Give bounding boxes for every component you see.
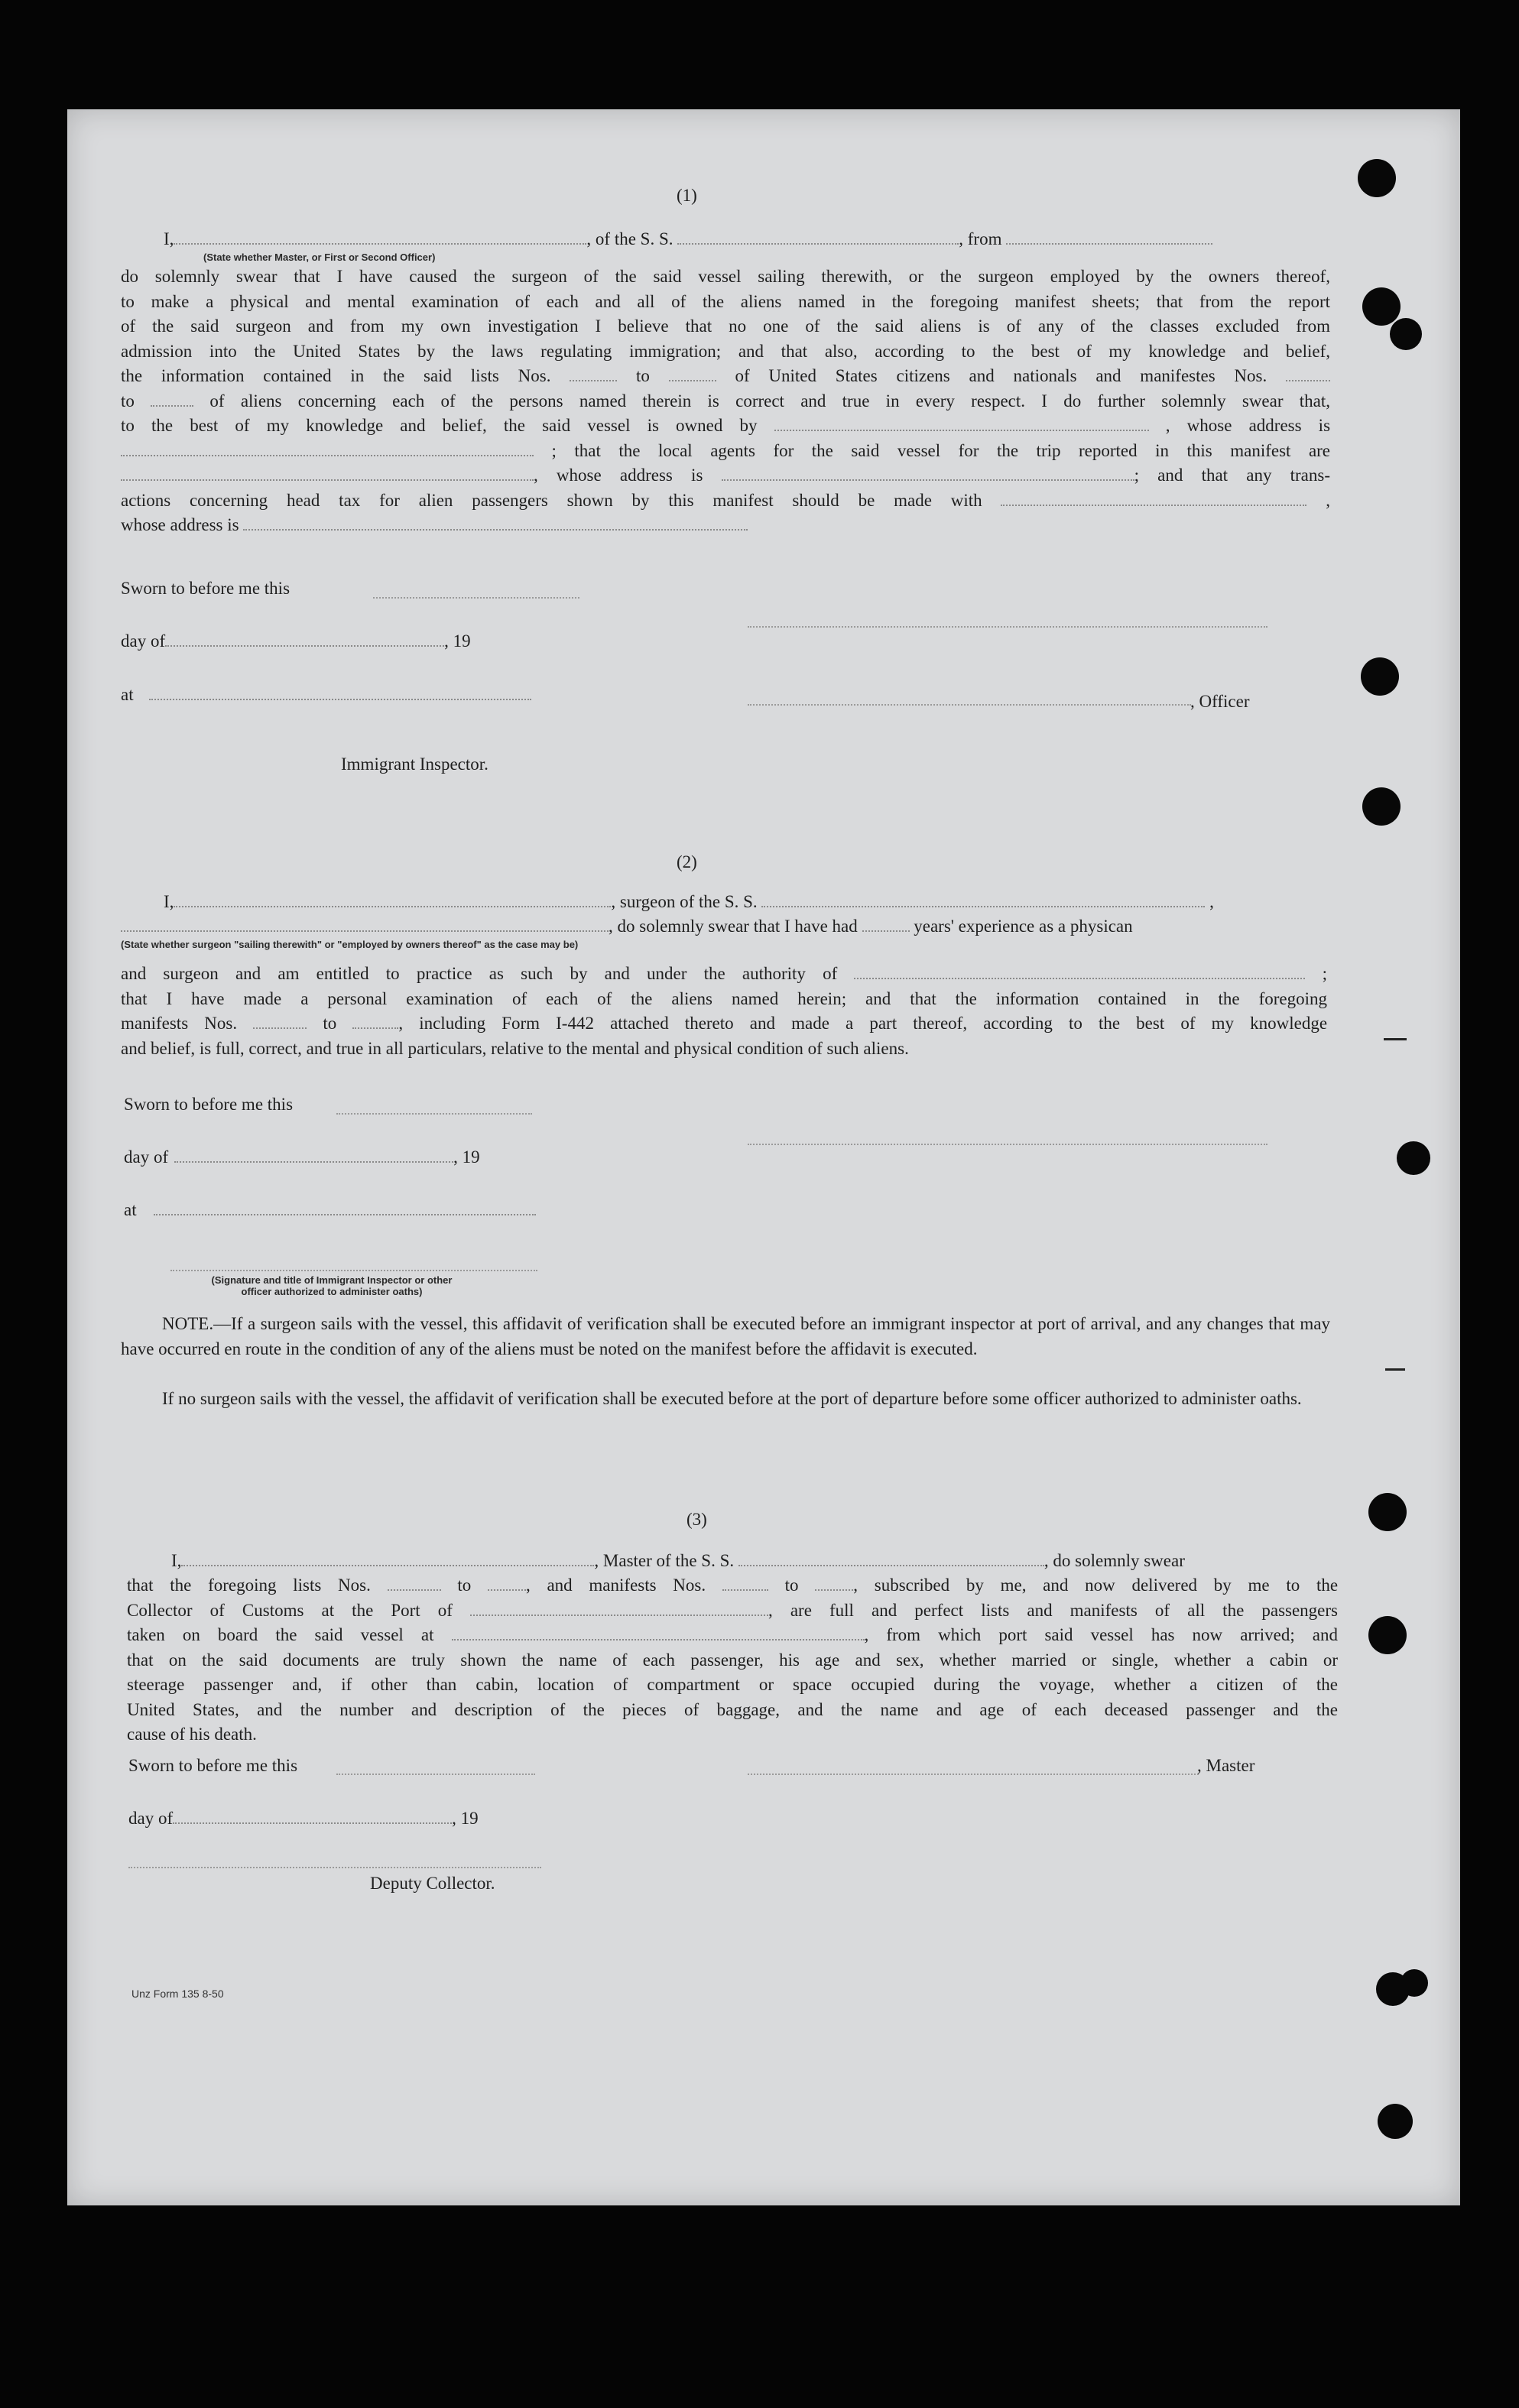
lists-line: the information contained in the said lists Nos. to of United States citizens and nationals and manifestes Nos. [121,364,1330,389]
surgeon-name-field[interactable] [174,892,611,907]
embarkation-port-field[interactable] [452,1625,865,1640]
sworn-date-field-2[interactable] [336,1113,532,1115]
i-prefix: I, [164,229,174,248]
from-label: , from [959,229,1002,248]
manifests-from-field-3[interactable] [722,1576,768,1591]
years-experience-field[interactable] [862,917,910,932]
binder-hole [1401,1969,1428,1997]
inspector-signature-line[interactable] [170,1270,537,1271]
surgeon-caption: (State whether surgeon "sailing therewith" or "employed by owners thereof" as the case may be) [121,939,579,950]
day-of-field-3[interactable] [173,1809,452,1824]
manifests-to-field-3[interactable] [815,1576,853,1591]
owner-field[interactable] [774,416,1149,431]
owned-line: to the best of my knowledge and belief, the said vessel is owned by , whose address is [121,416,1331,435]
lists-from-field-3[interactable] [388,1576,441,1591]
manifest-to-field[interactable] [151,391,193,407]
note-paragraph-2: If no surgeon sails with the vessel, the affidavit of verification shall be executed before at the port of departure before some officer authorized to administer oaths. [162,1389,1302,1408]
surgeon-status-field[interactable] [121,917,609,932]
authority-line: and surgeon and am entitled to practice as such by and under the authority of ; [121,964,1328,983]
day-of-line-3: day of , 19 [128,1809,479,1828]
form-identifier: Unz Form 135 8-50 [131,1988,224,2000]
binder-hole [1362,287,1401,326]
day-of-line-2: day of , 19 [124,1147,480,1167]
master-vessel-field[interactable] [738,1551,1044,1566]
officer-signature-line[interactable] [748,626,1267,628]
section-1-opening-line [164,228,1212,251]
section-2-body [121,962,1327,1061]
body-line: that on the said documents are truly shown the name of each passenger, his age and sex, whether married or single, whether a cabin or [127,1650,1338,1670]
manifests-to-field[interactable] [352,1014,398,1029]
whose-address-line: whose address is [121,513,1330,538]
day-of-line: day of , 19 [121,631,471,651]
manifests-from-field[interactable] [253,1014,307,1029]
collector-port-field[interactable] [470,1601,768,1616]
master-signature-line[interactable] [748,1774,1199,1775]
binder-hole [1368,1493,1407,1531]
master-label: , Master [1197,1756,1255,1775]
head-tax-party-field[interactable] [1001,491,1306,506]
lists-to-field-3[interactable] [488,1576,526,1591]
sworn-label-3: Sworn to before me this [128,1756,298,1775]
surgeon-signature-line[interactable] [748,1144,1267,1145]
binder-hole [1358,159,1396,197]
collector-signature-line[interactable] [128,1867,541,1868]
sworn-label: Sworn to before me this [121,579,290,598]
body-line: cause of his death. [127,1725,257,1744]
collector-line: Collector of Customs at the Port of , are full and perfect lists and manifests of all the passengers [127,1600,1338,1620]
binder-hole [1361,657,1399,696]
body-line: steerage passenger and, if other than cabin, location of compartment or space occupied during the voyage, whether a citizen of the [127,1675,1338,1694]
signature-caption: (Signature and title of Immigrant Inspector or other officer authorized to administer oaths) [211,1274,453,1297]
binder-hole [1390,318,1422,350]
agents-line: ; that the local agents for the said vessel for the trip reported in this manifest are [121,439,1330,464]
section-1-number: (1) [677,186,697,205]
sworn-label-2: Sworn to before me this [124,1095,294,1114]
manifest-from-field[interactable] [1286,366,1330,381]
binder-hole [1397,1141,1430,1175]
surgeon-opening-line: I, , surgeon of the S. S. , [164,892,1214,911]
body-line: admission into the United States by the laws regulating immigration; and that also, according to the best of my knowledge and belief, [121,341,1330,361]
vessel-name-field[interactable] [677,229,959,245]
officer-caption: (State whether Master, or First or Second Officer) [203,252,436,263]
at-place-field-2[interactable] [154,1200,536,1215]
day-of-field[interactable] [165,631,444,647]
deputy-collector-label: Deputy Collector. [370,1874,495,1893]
body-line: do solemnly swear that I have caused the surgeon of the said vessel sailing therewith, or the surgeon employed by the owners thereof, [121,267,1330,286]
officer-label: , Officer [1190,692,1250,711]
lists-to-field[interactable] [669,366,716,381]
surgeon-vessel-field[interactable] [761,892,1205,907]
lists-line-3: that the foregoing lists Nos. to , and manifests Nos. to , subscribed by me, and now delivered by me to the [127,1576,1339,1595]
owner-address-field[interactable] [121,441,534,456]
binder-hole [1368,1616,1407,1654]
agents-address-field[interactable] [722,466,1134,481]
body-line: to make a physical and mental examination of each and all of the aliens named in the foregoing manifest sheets; that from the report [121,291,1330,311]
taken-line: taken on board the said vessel at , from which port said vessel has now arrived; and [127,1625,1338,1644]
master-opening-line: I, , Master of the S. S. , do solemnly swear [171,1551,1185,1570]
body-line: and belief, is full, correct, and true in all particulars, relative to the mental and physical condition of such aliens. [121,1038,909,1058]
master-name-field[interactable] [181,1551,594,1566]
body-line: of the said surgeon and from my own investigation I believe that no one of the said aliens is of any of the classes excluded from [121,316,1330,336]
agents-field[interactable] [121,466,534,481]
note-paragraph-1: NOTE.—If a surgeon sails with the vessel, this affidavit of verification shall be executed before an immigrant inspector at port of arrival, and any changes that may have occurred en route in the condition of any of the aliens must be noted on the manifest before the affidavit is executed. [121,1314,1330,1358]
day-of-field-2[interactable] [174,1147,453,1163]
officer-title-line[interactable] [748,704,1191,706]
sworn-date-field[interactable] [373,597,579,599]
form-page [67,109,1460,2205]
margin-mark [1384,1038,1407,1040]
officer-name-field[interactable] [174,229,586,245]
body-line: that I have made a personal examination of each of the aliens named herein; and that the information contained in the foregoing [121,988,1327,1008]
at-line: at [121,683,531,706]
lists-from-field[interactable] [570,366,617,381]
surgeon-swear-line: , do solemnly swear that I have had years' experience as a physican [121,915,1133,938]
sworn-date-field-3[interactable] [336,1774,535,1775]
body-line: United States, and the number and description of the pieces of baggage, and the name and age of each deceased passenger and the [127,1699,1338,1719]
binder-hole [1378,2104,1413,2139]
of-the-ss-label: , of the S. S. [586,229,673,248]
section-1-body [121,264,1330,538]
section-2-number: (2) [677,852,697,871]
margin-mark [1385,1368,1405,1371]
head-tax-line: actions concerning head tax for alien passengers shown by this manifest should be made with , [121,490,1331,510]
manifests-line: manifests Nos. to , including Form I-442 attached thereto and made a part thereof, according to the best of my knowledge [121,1014,1328,1033]
head-tax-address-field[interactable] [243,515,748,531]
at-place-field[interactable] [149,685,531,700]
binder-hole [1362,787,1401,826]
authority-field[interactable] [854,964,1305,979]
departure-port-field[interactable] [1006,229,1212,245]
at-line-2: at [124,1199,536,1222]
immigrant-inspector-label: Immigrant Inspector. [341,755,488,774]
section-3-body [127,1573,1338,1748]
aliens-line: to of aliens concerning each of the persons named therein is correct and true in every respect. I do further solemnly swear that, [121,391,1331,411]
agent-address-line: , whose address is ; and that any trans- [121,463,1330,488]
section-3-number: (3) [686,1510,707,1529]
